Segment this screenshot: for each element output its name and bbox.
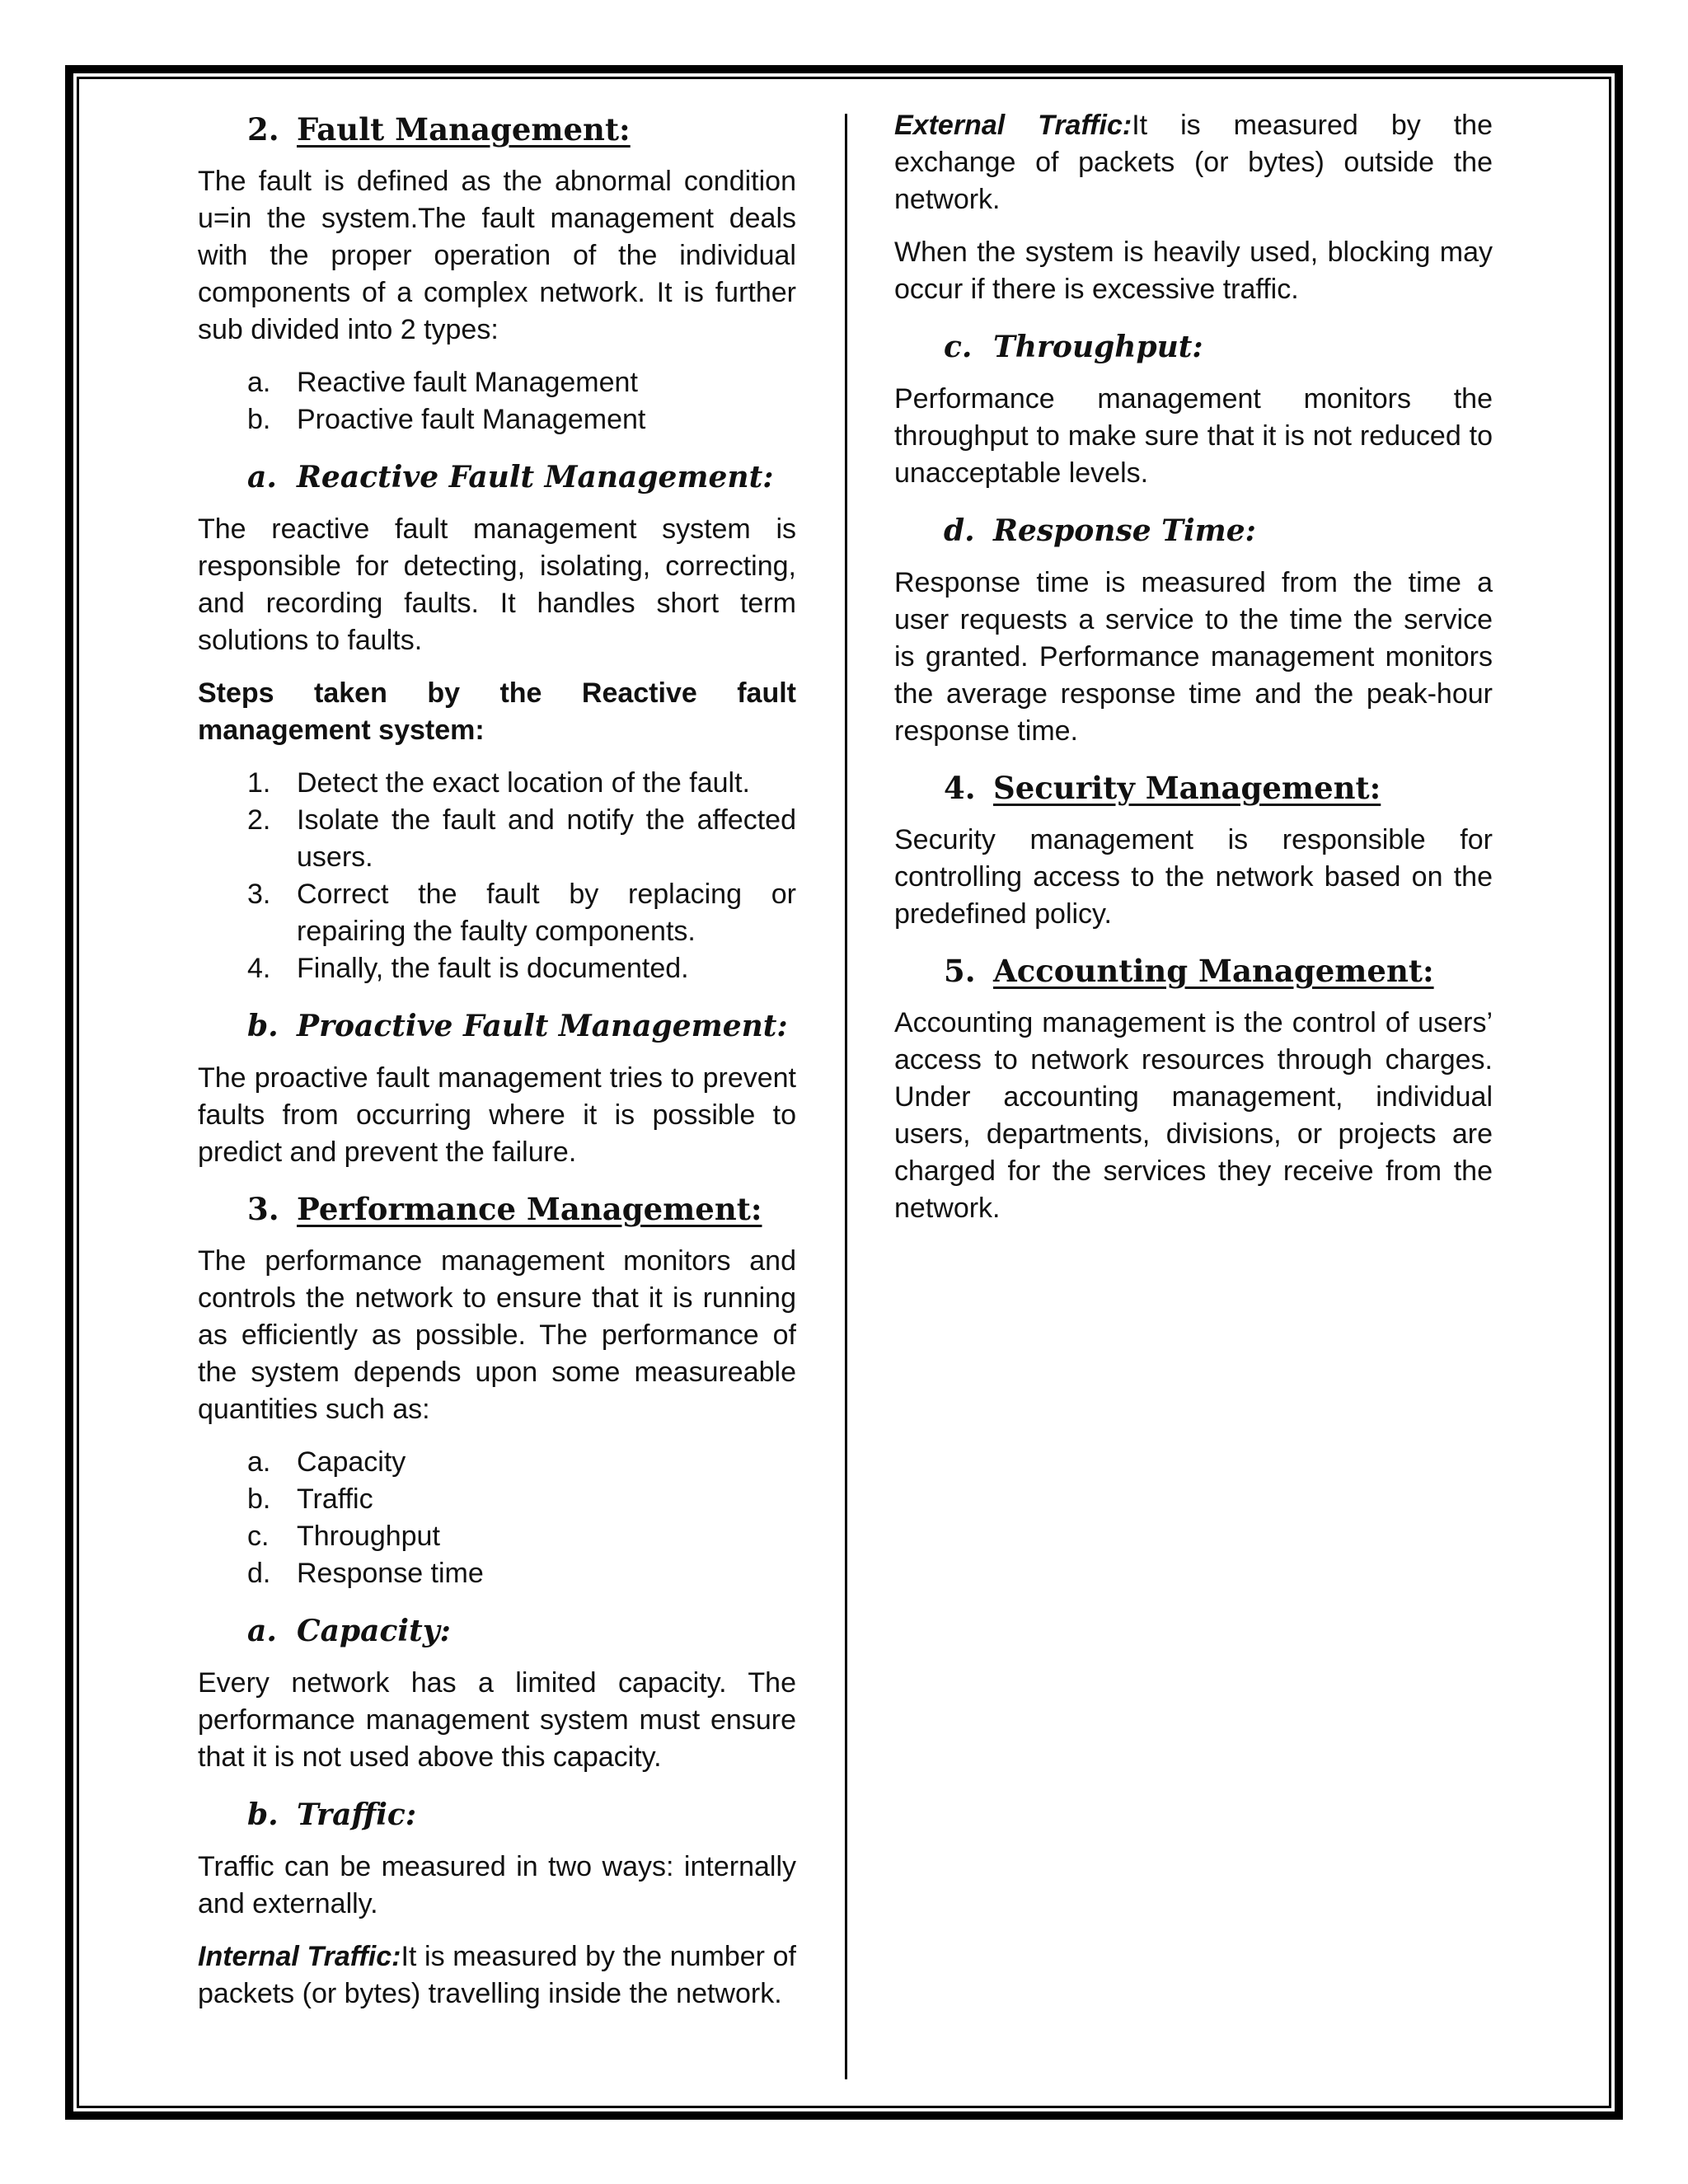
list-item: a. Reactive fault Management <box>247 367 638 398</box>
steps-label: Steps taken by the Reactive fault management system: <box>198 677 796 746</box>
list-item: d. Response time <box>247 1558 484 1589</box>
external-traffic-paragraph: External Traffic:It is measured by the exchange of packets (or bytes) outside the network. <box>894 110 1493 215</box>
list-item: a. Capacity <box>247 1446 406 1478</box>
list-item: b. Traffic <box>247 1483 373 1515</box>
column-divider <box>845 114 847 2079</box>
reactive-paragraph: The reactive fault management system is responsible for detecting, isolating, correcting, and recording faults. It handles short term solutions to faults. <box>198 513 796 656</box>
heading-reactive-fault-management: a. Reactive Fault Management: <box>247 460 774 494</box>
fault-paragraph: The fault is defined as the abnormal condition u=in the system.The fault management deals with the proper operation of the individual components of a complex network. It is further sub divided into 2 types: <box>198 166 796 345</box>
heading-performance-management: 3. Performance Management: <box>247 1191 762 1227</box>
security-paragraph: Security management is responsible for controlling access to the network based on the predefined policy. <box>894 824 1493 930</box>
blocking-paragraph: When the system is heavily used, blocking may occur if there is excessive traffic. <box>894 237 1493 305</box>
list-item: c. Throughput <box>247 1521 440 1552</box>
heading-throughput: c. Throughput: <box>944 330 1203 364</box>
heading-accounting-management: 5. Accounting Management: <box>944 953 1434 989</box>
accounting-paragraph: Accounting management is the control of users’ access to network resources through charges. Under accounting management, individual users, departments, divisions, or projects are charged for the services they receive from the network. <box>894 1007 1493 1224</box>
performance-items-list <box>198 1444 796 1592</box>
heading-proactive-fault-management: b. Proactive Fault Management: <box>247 1009 788 1043</box>
response-time-paragraph: Response time is measured from the time a user requests a service to the time the service is granted. Performance management monitors the average response time and the peak-hour response time. <box>894 567 1493 747</box>
heading-traffic: b. Traffic: <box>247 1797 417 1832</box>
reactive-steps-list <box>198 765 796 987</box>
list-item: 1. Detect the exact location of the fault. <box>247 767 750 799</box>
list-item: 3. Correct the fault by replacing or repairing the faulty components. <box>247 879 796 947</box>
fault-types-list <box>198 364 796 438</box>
traffic-paragraph: Traffic can be measured in two ways: internally and externally. <box>198 1851 796 1919</box>
capacity-paragraph: Every network has a limited capacity. The performance management system must ensure that it is not used above this capacity. <box>198 1667 796 1773</box>
heading-fault-management: 2. Fault Management: <box>247 111 631 148</box>
heading-response-time: d. Response Time: <box>944 513 1256 548</box>
heading-capacity: a. Capacity: <box>247 1614 451 1648</box>
list-item: 2. Isolate the fault and notify the affected users. <box>247 804 796 873</box>
internal-traffic-paragraph: Internal Traffic:It is measured by the number of packets (or bytes) travelling inside the network. <box>198 1941 796 2009</box>
left-column <box>198 107 796 2028</box>
right-column <box>894 107 1493 1243</box>
list-item: b. Proactive fault Management <box>247 404 646 435</box>
proactive-paragraph: The proactive fault management tries to prevent faults from occurring where it is possible to predict and prevent the failure. <box>198 1062 796 1168</box>
list-item: 4. Finally, the fault is documented. <box>247 953 689 984</box>
heading-security-management: 4. Security Management: <box>944 770 1381 806</box>
performance-paragraph: The performance management monitors and controls the network to ensure that it is running as efficiently as possible. The performance of the system depends upon some measureable quantities such as: <box>198 1245 796 1425</box>
throughput-paragraph: Performance management monitors the throughput to make sure that it is not reduced to unacceptable levels. <box>894 383 1493 489</box>
